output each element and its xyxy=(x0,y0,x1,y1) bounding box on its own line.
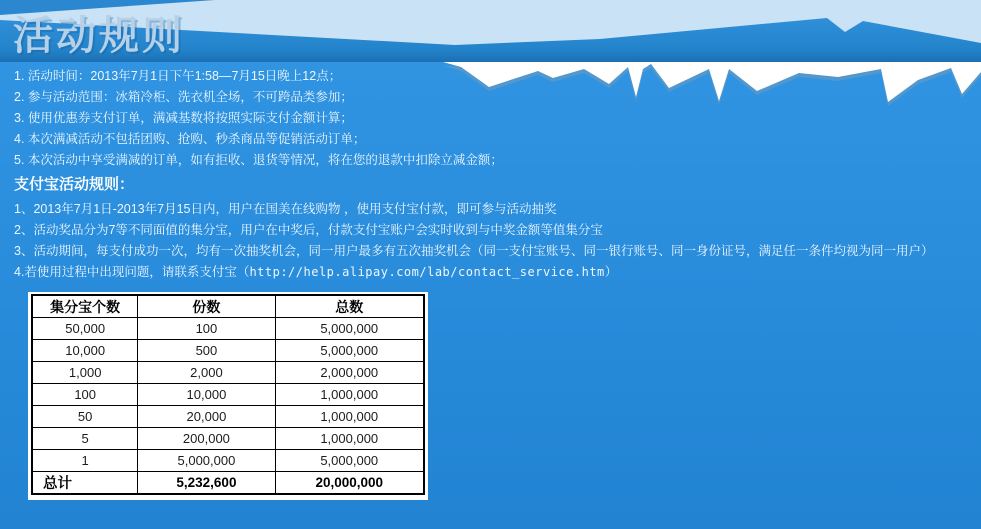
page-title: 活动规则 xyxy=(13,14,185,58)
table-row xyxy=(32,450,424,472)
col-header-shares: 份数 xyxy=(138,295,275,318)
col-header-total: 总数 xyxy=(275,295,424,318)
alipay-rules-heading: 支付宝活动规则： xyxy=(14,176,135,193)
table-header-row xyxy=(32,295,424,318)
cell-points: 1,000 xyxy=(32,362,138,384)
table-total-row xyxy=(32,472,424,495)
rule-item-2: 2. 参与活动范围：冰箱冷柜、洗衣机全场，不可跨品类参加； xyxy=(14,90,353,104)
table-row xyxy=(32,340,424,362)
cell-total: 5,000,000 xyxy=(275,450,424,472)
alipay-rule-item-4 xyxy=(14,262,933,283)
alipay-rule-item-1: 1、2013年7月1日-2013年7月15日内，用户在国美在线购物 ，使用支付宝付款，即可参与活动抽奖 xyxy=(14,202,557,216)
prize-table-grid xyxy=(31,294,425,495)
cell-total: 5,000,000 xyxy=(275,318,424,340)
cell-total-label: 总计 xyxy=(32,472,138,495)
cell-shares: 200,000 xyxy=(138,428,275,450)
cell-shares: 500 xyxy=(138,340,275,362)
cell-points: 50,000 xyxy=(32,318,138,340)
table-row xyxy=(32,384,424,406)
cell-points: 100 xyxy=(32,384,138,406)
alipay-help-url: http://help.alipay.com/lab/contact_service.htm xyxy=(249,265,605,279)
cell-total: 5,000,000 xyxy=(275,340,424,362)
cell-total: 2,000,000 xyxy=(275,362,424,384)
general-rules-list xyxy=(14,66,503,171)
cell-shares: 20,000 xyxy=(138,406,275,428)
cell-points: 10,000 xyxy=(32,340,138,362)
cell-points: 5 xyxy=(32,428,138,450)
cell-points: 50 xyxy=(32,406,138,428)
table-row xyxy=(32,362,424,384)
cell-shares: 100 xyxy=(138,318,275,340)
table-row xyxy=(32,406,424,428)
rule-item-4: 4. 本次满减活动不包括团购、抢购、秒杀商品等促销活动订单； xyxy=(14,132,366,146)
alipay-rules-section xyxy=(14,174,933,283)
rule-item-5: 5. 本次活动中享受满减的订单，如有拒收、退货等情况，将在您的退款中扣除立减金额； xyxy=(14,153,503,167)
cell-total: 1,000,000 xyxy=(275,406,424,428)
table-row xyxy=(32,428,424,450)
rule-item-1: 1. 活动时间：2013年7月1日下午1:58—7月15日晚上12点； xyxy=(14,69,342,83)
prize-table xyxy=(28,292,428,500)
alipay-rule-item-2: 2、活动奖品分为7等不同面值的集分宝，用户在中奖后，付款支付宝账户会实时收到与中奖金额等值集分宝 xyxy=(14,223,603,237)
alipay-rule-4-suffix: ） xyxy=(604,265,618,279)
cell-total: 1,000,000 xyxy=(275,428,424,450)
cell-total: 1,000,000 xyxy=(275,384,424,406)
col-header-points: 集分宝个数 xyxy=(32,295,138,318)
table-row xyxy=(32,318,424,340)
rule-item-3: 3. 使用优惠券支付订单，满减基数将按照实际支付金额计算； xyxy=(14,111,353,125)
cell-shares: 5,000,000 xyxy=(138,450,275,472)
cell-shares: 2,000 xyxy=(138,362,275,384)
alipay-rule-item-3: 3、活动期间，每支付成功一次，均有一次抽奖机会，同一用户最多有五次抽奖机会（同一支付宝账号、同一银行账号、同一身份证号，满足任一条件均视为同一用户） xyxy=(14,244,934,258)
cell-shares: 10,000 xyxy=(138,384,275,406)
alipay-rule-4-text: 4.若使用过程中出现问题，请联系支付宝（ xyxy=(14,265,250,279)
cell-points: 1 xyxy=(32,450,138,472)
cell-total-amount: 20,000,000 xyxy=(275,472,424,495)
cell-total-shares: 5,232,600 xyxy=(138,472,275,495)
